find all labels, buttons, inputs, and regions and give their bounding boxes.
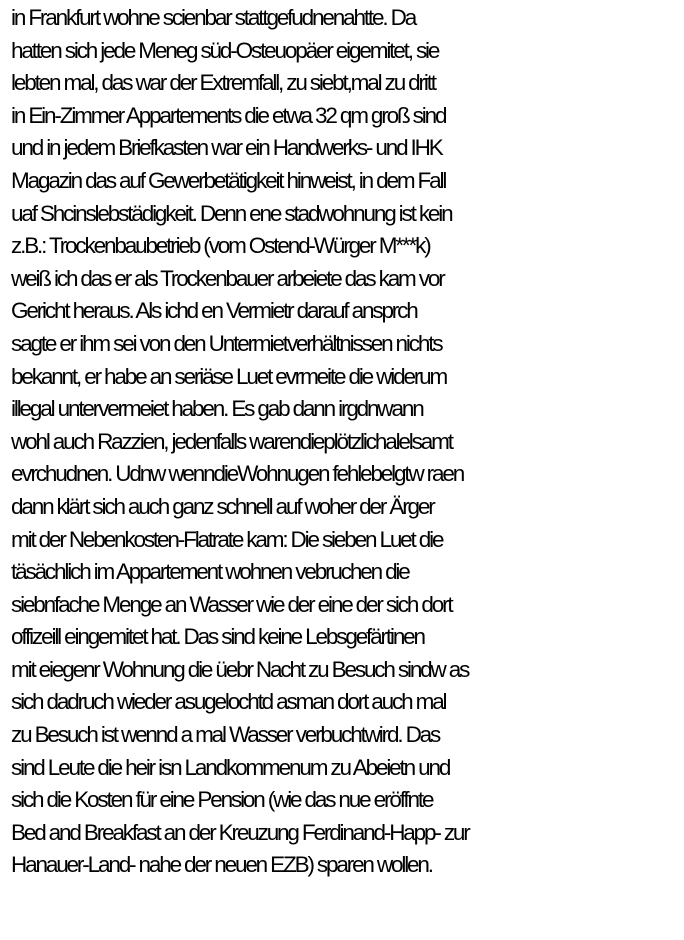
text-line: in Ein-Zimmer Appartements die etwa 32 qm groß sind <box>11 102 446 128</box>
body-text <box>11 2 683 882</box>
text-line: Hanauer-Land- nahe der neuen EZB) sparen wollen. <box>11 852 432 878</box>
text-line: Magazin das auf Gewerbetätigkeit hinweist, in dem Fall <box>11 167 446 193</box>
text-line: mit eiegenr Wohnung die üebr Nacht zu Besuch sindw as <box>11 656 469 682</box>
text-line: sich die Kosten für eine Pension (wie das nue eröffnte <box>11 787 433 813</box>
text-line: sind Leute die heir isn Landkommenum zu Abeietn und <box>11 754 450 780</box>
text-line: lebten mal, das war der Extremfall, zu siebt,mal zu dritt <box>11 70 435 96</box>
text-line: weiß ich das er als Trockenbauer arbeiete das kam vor <box>11 265 444 291</box>
text-line: täsächlich im Appartement wohnen vebruchen die <box>11 559 409 585</box>
text-line: mit der Nebenkosten-Flatrate kam: Die sieben Luet die <box>11 526 443 552</box>
text-line: sich dadruch wieder asugelochtd asman dort auch mal <box>11 689 446 715</box>
text-line: uaf Shcinslebstädigkeit. Denn ene stadwohnung ist kein <box>11 200 452 226</box>
text-line: wohl auch Razzien, jedenfalls warendieplötzlichalelsamt <box>11 428 452 454</box>
text-line: siebnfache Menge an Wasser wie der eine der sich dort <box>11 591 452 617</box>
text-line: zu Besuch ist wennd a mal Wasser verbuchtwird. Das <box>11 722 440 748</box>
text-line: in Frankfurt wohne scienbar stattgefudnenahtte. Da <box>11 5 416 30</box>
text-line: evrchudnen. Udnw wenndieWohnugen fehlebelgtw raen <box>11 461 464 487</box>
text-line: z.B.: Trockenbaubetrieb (vom Ostend-Würger M***k) <box>11 233 430 259</box>
text-line: Bed and Breakfast an der Kreuzung Ferdinand-Happ- zur <box>11 819 469 845</box>
text-line: offizeill eingemitet hat. Das sind keine Lebsgefärtinen <box>11 624 424 650</box>
text-line: Gericht heraus. Als ichd en Vermietr darauf ansprch <box>11 298 417 324</box>
text-line: dann klärt sich auch ganz schnell auf woher der Ärger <box>11 493 434 519</box>
text-line: hatten sich jede Meneg süd-Osteuopäer eigemitet, sie <box>11 37 439 63</box>
text-line: illegal untervermeiet haben. Es gab dann irgdnwann <box>11 396 423 422</box>
text-line: bekannt, er habe an seriäse Luet evrmeite die widerum <box>11 363 447 389</box>
text-line: und in jedem Briefkasten war ein Handwerks- und IHK <box>11 135 442 161</box>
text-line: sagte er ihm sei von den Untermietverhältnissen nichts <box>11 330 442 356</box>
